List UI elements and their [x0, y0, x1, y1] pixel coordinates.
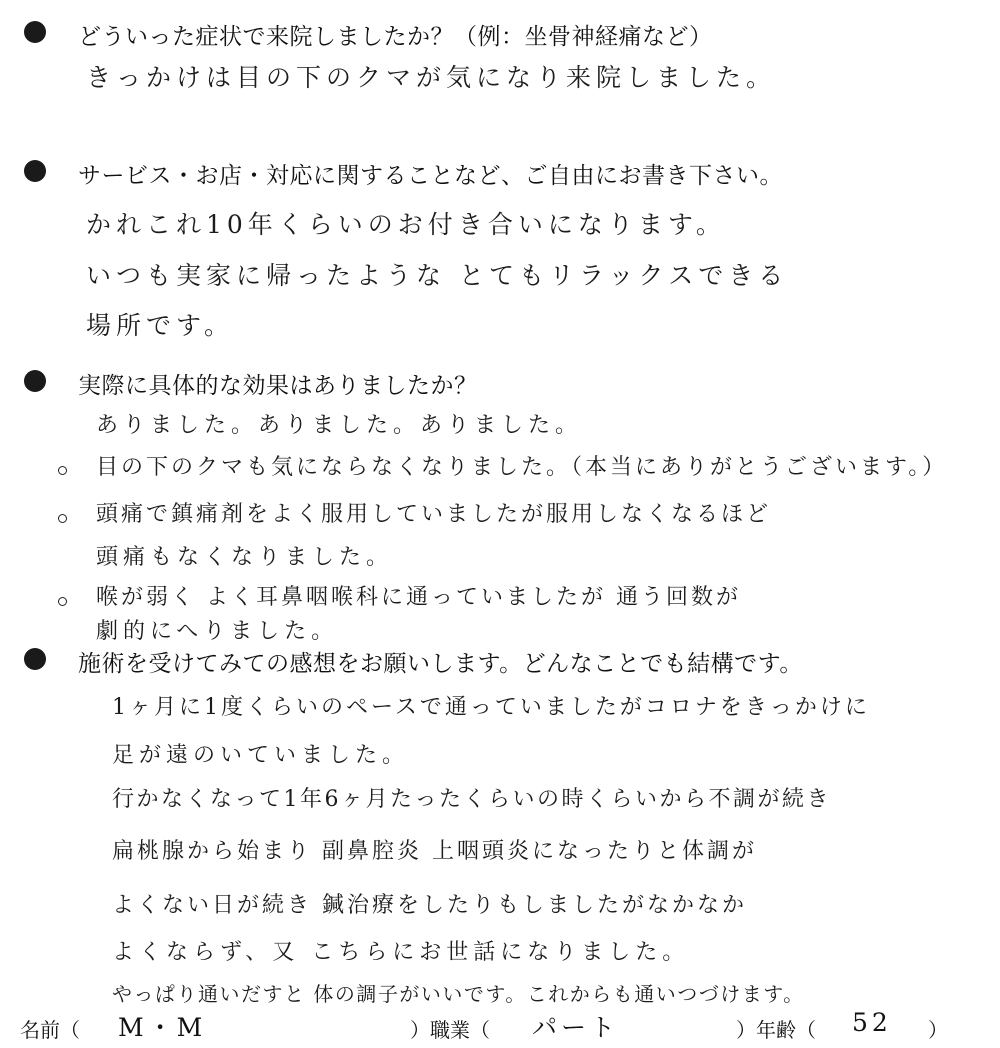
question-2: サービス・お店・対応に関することなど、ご自由にお書き下さい。	[78, 163, 783, 189]
bullet-icon	[24, 648, 46, 670]
answer-2-line-1: かれこれ10年くらいのお付き合いになります。	[86, 210, 726, 239]
answer-4-line-7: やっぱり通いだすと 体の調子がいいです。これからも通いつづけます。	[112, 982, 805, 1006]
answer-1-line-1: きっかけは目の下のクマが気になり来院しました。	[86, 63, 777, 92]
answer-4-line-3: 行かなくなって1年6ヶ月たったくらいの時くらいから不調が続き	[112, 787, 831, 812]
bullet-icon	[24, 370, 46, 392]
answer-3-line-6: 劇的にへりました。	[96, 619, 339, 644]
age-label: ）年齢（	[736, 1018, 816, 1042]
answer-4-line-5: よくない日が続き 鍼治療をしたりもしましたがなかなか	[112, 893, 747, 918]
question-1: どういった症状で来院しましたか？（例：坐骨神経痛など）	[78, 24, 713, 50]
list-dot-icon	[58, 514, 67, 523]
answer-4-line-2: 足が遠のいていました。	[112, 743, 410, 768]
answer-3-line-1: ありました。ありました。ありました。	[96, 413, 583, 438]
answer-4-line-4: 扁桃腺から始まり 副鼻腔炎 上咽頭炎になったりと体調が	[112, 839, 757, 864]
answer-3-line-5: 喉が弱く よく耳鼻咽喉科に通っていましたが 通う回数が	[96, 585, 741, 610]
answer-4-line-6: よくならず、又 こちらにお世話になりました。	[112, 940, 690, 965]
bullet-icon	[24, 21, 46, 43]
job-label: ）職業（	[410, 1018, 490, 1042]
name-value: M・M	[118, 1013, 207, 1042]
job-value: パート	[532, 1013, 620, 1042]
list-dot-icon	[58, 466, 67, 475]
age-value: 52	[852, 1008, 892, 1037]
list-dot-icon	[58, 597, 67, 606]
answer-4-line-1: 1ヶ月に1度くらいのペースで通っていましたがコロナをきっかけに	[112, 695, 870, 720]
answer-2-line-3: 場所です。	[86, 311, 235, 340]
respondent-info	[0, 1004, 1000, 1044]
bullet-icon	[24, 160, 46, 182]
answer-3-line-4: 頭痛もなくなりました。	[96, 545, 394, 570]
answer-3-line-2: 目の下のクマも気にならなくなりました。（本当にありがとうございます。）	[96, 455, 948, 480]
age-close: ）	[928, 1018, 948, 1042]
question-3: 実際に具体的な効果はありましたか？	[78, 373, 478, 399]
answer-3-line-3: 頭痛で鎮痛剤をよく服用していましたが服用しなくなるほど	[96, 502, 772, 527]
answer-2-line-2: いつも実家に帰ったような とてもリラックスできる	[86, 261, 789, 290]
question-4: 施術を受けてみての感想をお願いします。どんなことでも結構です。	[78, 651, 803, 677]
name-label: 名前（	[20, 1018, 80, 1042]
